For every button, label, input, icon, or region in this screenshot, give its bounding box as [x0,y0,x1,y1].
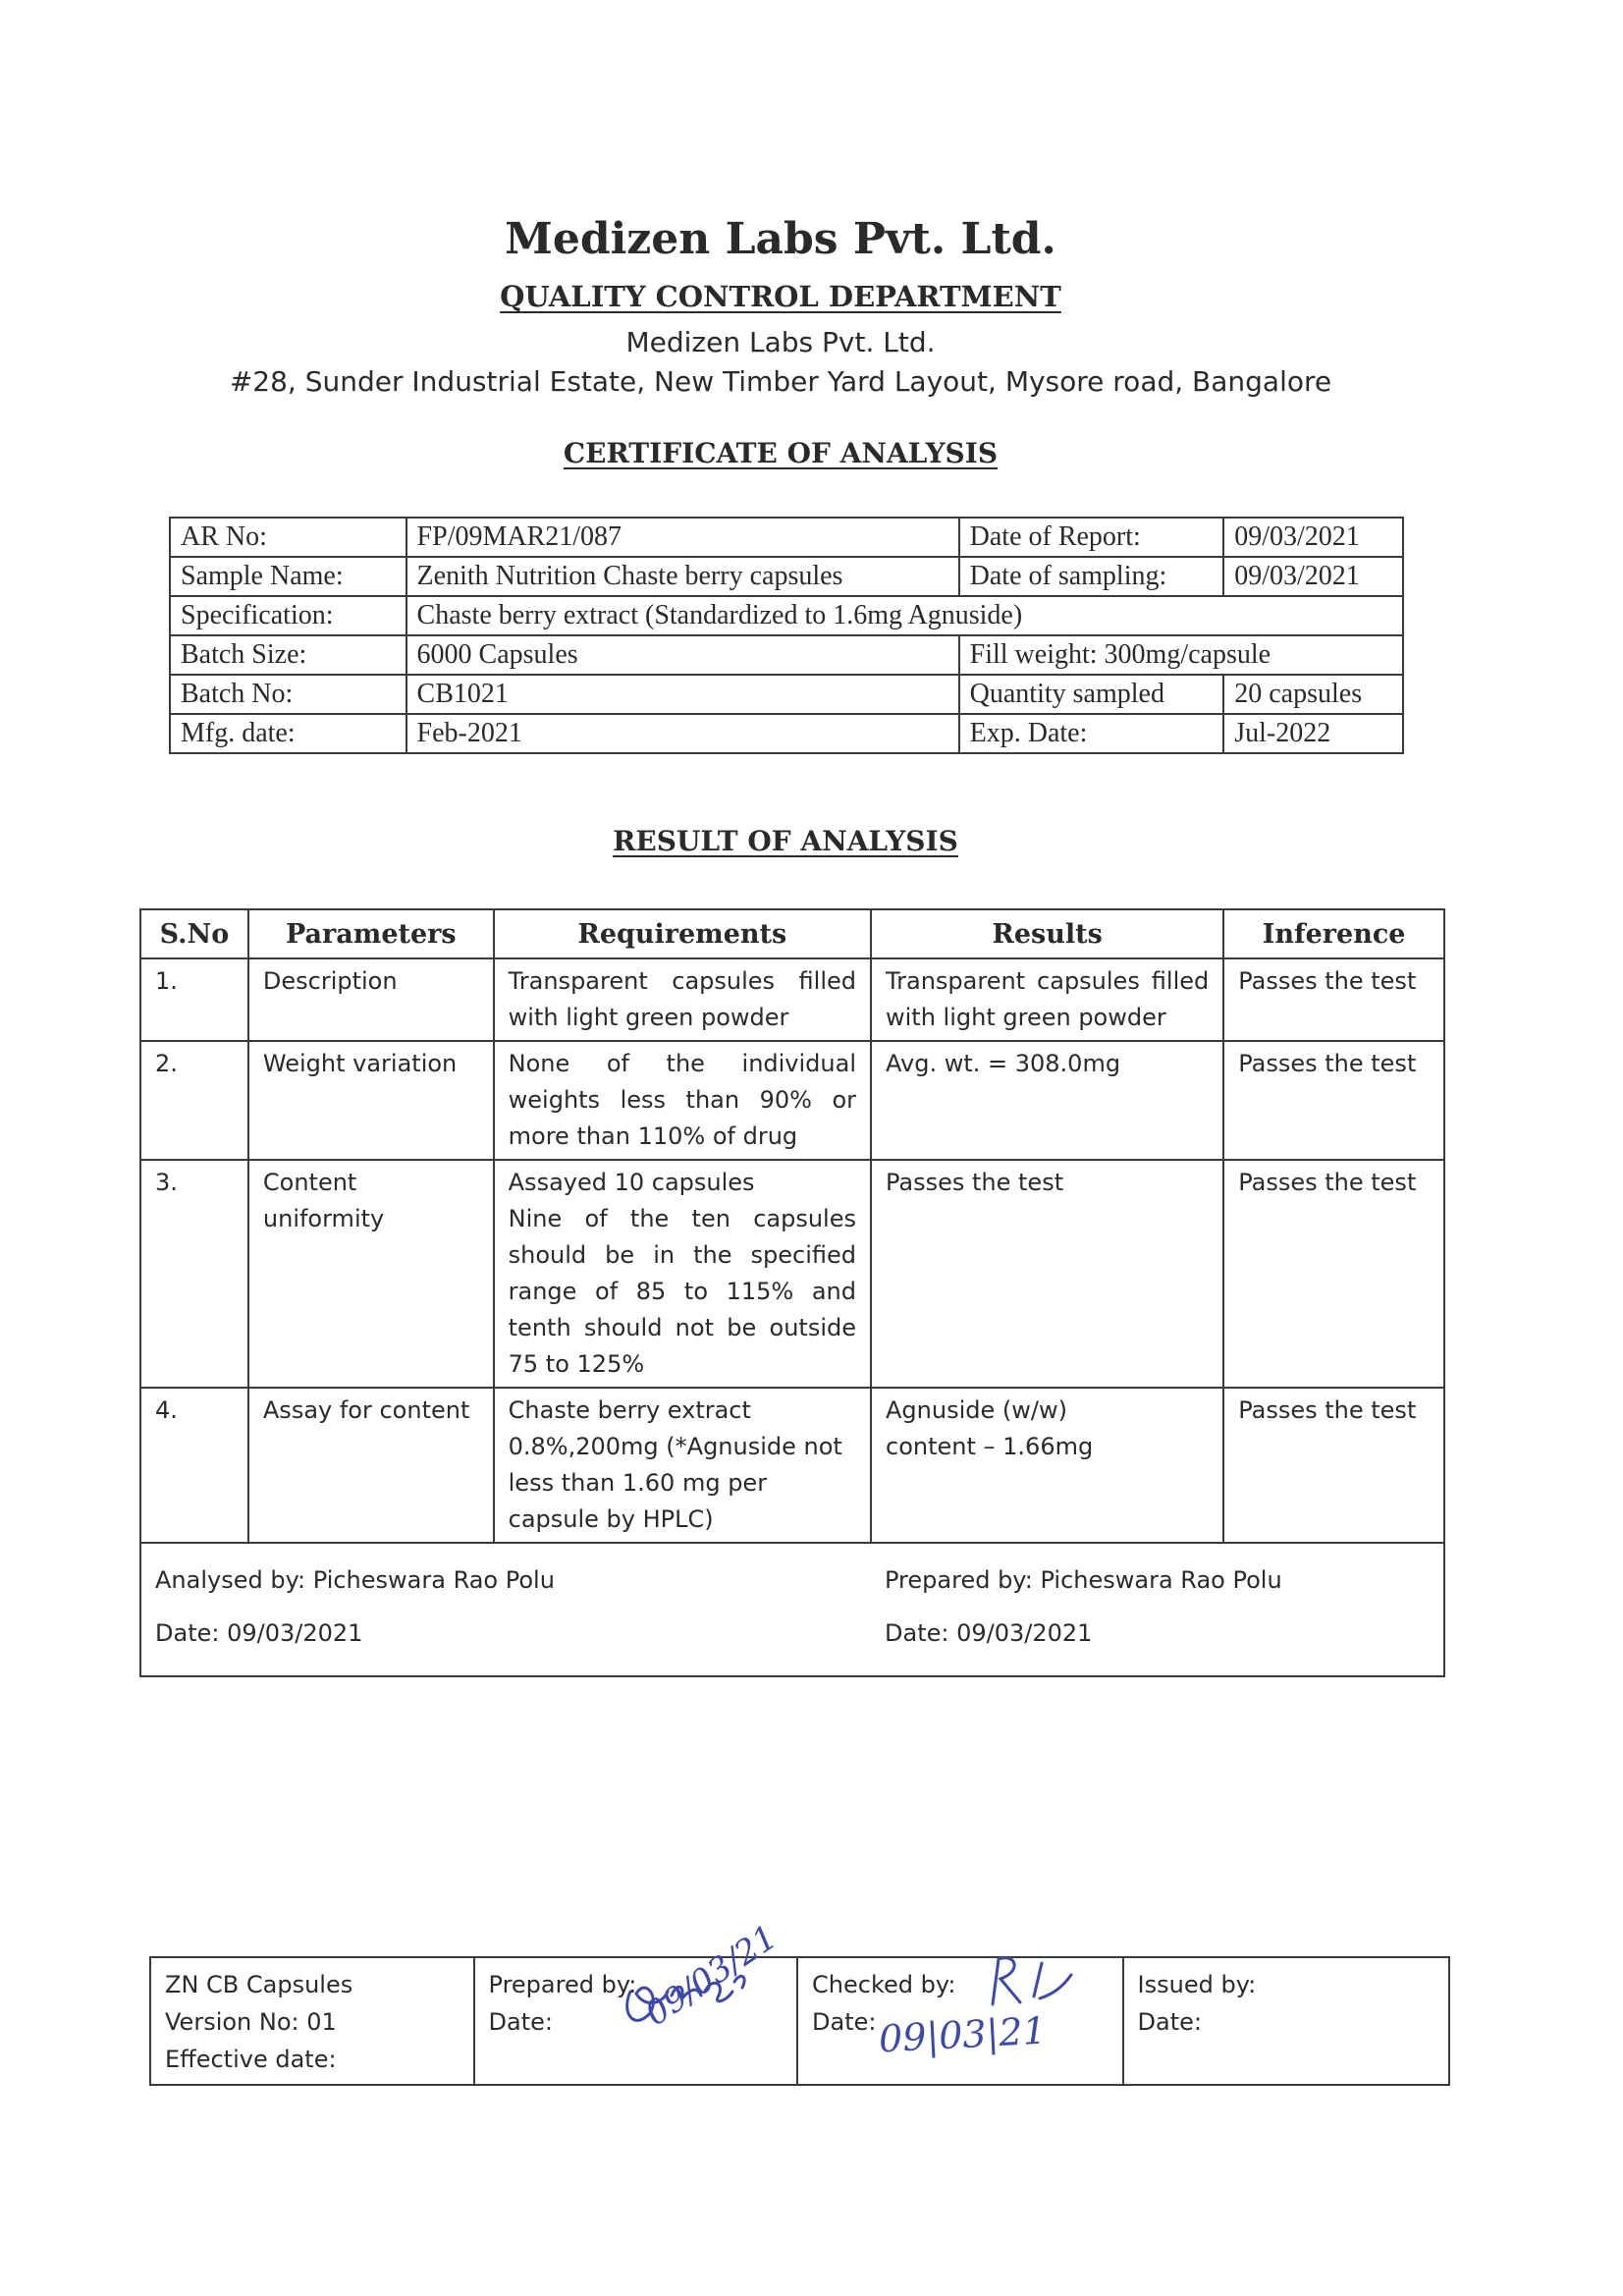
date-of-sampling-label: Date of sampling: [959,557,1224,596]
prepared-handwritten-date: 09/03/21 [638,1917,784,2035]
row-sno: 3. [140,1160,248,1388]
quantity-sampled-value: 20 capsules [1223,675,1403,714]
exp-date-value: Jul-2022 [1223,714,1403,753]
prepared-by-cell [871,1543,1444,1676]
version-no: Version No: 01 [165,2008,337,2036]
info-row-batch-size [170,635,1403,675]
checked-handwritten-date: 09|03|21 [877,2008,1048,2061]
row-inference: Passes the test [1223,1388,1444,1543]
company-line: Medizen Labs Pvt. Ltd. [625,326,936,358]
row-inference: Passes the test [1223,1041,1444,1160]
analysed-by: Analysed by: Picheswara Rao Polu [155,1566,555,1594]
prepared-date-label: Date: [488,2008,553,2036]
checked-signature [977,1949,1095,2018]
fill-weight: Fill weight: 300mg/capsule [959,635,1403,675]
ar-no-value: FP/09MAR21/087 [406,518,959,557]
document-name: ZN CB Capsules [165,1971,353,1998]
result-line-1: Agnuside (w/w) [886,1396,1067,1424]
batch-no-label: Batch No: [170,675,406,714]
signature-row [140,1543,1444,1676]
batch-no-value: CB1021 [406,675,959,714]
department-title: QUALITY CONTROL DEPARTMENT [500,280,1061,313]
row-requirement: None of the individual weights less than 90% or more than 110% of drug [494,1041,871,1160]
requirement-line-1: Assayed 10 capsules [508,1169,755,1196]
date-of-report-label: Date of Report: [959,518,1224,557]
analysed-by-cell [140,1543,871,1676]
effective-date: Effective date: [165,2046,337,2073]
requirement-line-2: Nine of the ten capsules should be in the specified range of 85 to 115% and tenth should not be outside 75 to 125% [508,1205,856,1378]
company-address: #28, Sunder Industrial Estate, New Timber Yard Layout, Mysore road, Bangalore [229,365,1332,398]
row-requirement [494,1160,871,1388]
row-inference: Passes the test [1223,958,1444,1041]
mfg-date-label: Mfg. date: [170,714,406,753]
company-name: Medizen Labs Pvt. Ltd. [505,214,1056,264]
header-requirements: Requirements [494,909,871,958]
prepared-by: Prepared by: Picheswara Rao Polu [885,1566,1282,1594]
ar-no-label: AR No: [170,518,406,557]
checked-date-label: Date: [812,2008,877,2036]
info-row-sample [170,557,1403,596]
row-result: Passes the test [871,1160,1223,1388]
row-result [871,1388,1223,1543]
row-parameter: Content uniformity [248,1160,494,1388]
specification-label: Specification: [170,596,406,635]
sample-name-label: Sample Name: [170,557,406,596]
checked-by-label: Checked by: [812,1971,956,1998]
row-result: Transparent capsules filled with light green powder [871,958,1223,1041]
row-requirement: Transparent capsules filled with light green powder [494,958,871,1041]
prepared-by-label: Prepared by: [488,1971,637,1998]
document-control-row [150,1957,1449,2085]
sample-name-value: Zenith Nutrition Chaste berry capsules [406,557,959,596]
prepared-date: Date: 09/03/2021 [885,1619,1093,1647]
row-parameter: Description [248,958,494,1041]
document-info-cell [150,1957,474,2085]
table-row [140,1041,1444,1160]
exp-date-label: Exp. Date: [959,714,1224,753]
row-requirement: Chaste berry extract 0.8%,200mg (*Agnuside not less than 1.60 mg per capsule by HPLC) [494,1388,871,1543]
table-row [140,1160,1444,1388]
table-row [140,958,1444,1041]
analysed-date: Date: 09/03/2021 [155,1619,363,1647]
result-line-2: content – 1.66mg [886,1433,1094,1460]
row-inference: Passes the test [1223,1160,1444,1388]
row-parameter: Assay for content [248,1388,494,1543]
results-table [139,908,1445,1677]
sample-info-table [169,517,1404,754]
table-row [140,1388,1444,1543]
issued-by-label: Issued by: [1137,1971,1257,1998]
row-parameter: Weight variation [248,1041,494,1160]
row-result: Avg. wt. = 308.0mg [871,1041,1223,1160]
info-row-batch-no [170,675,1403,714]
header-sno: S.No [140,909,248,958]
info-row-dates [170,714,1403,753]
certificate-title: CERTIFICATE OF ANALYSIS [563,437,999,469]
quantity-sampled-label: Quantity sampled [959,675,1224,714]
info-row-specification [170,596,1403,635]
specification-value: Chaste berry extract (Standardized to 1.6mg Agnuside) [406,596,1403,635]
row-sno: 2. [140,1041,248,1160]
document-control-table [149,1956,1450,2086]
header-inference: Inference [1223,909,1444,958]
header-parameters: Parameters [248,909,494,958]
date-of-report-value: 09/03/2021 [1223,518,1403,557]
info-row-ar [170,518,1403,557]
batch-size-label: Batch Size: [170,635,406,675]
date-of-sampling-value: 09/03/2021 [1223,557,1403,596]
issued-signature-cell [1123,1957,1449,2085]
header-results: Results [871,909,1223,958]
results-title: RESULT OF ANALYSIS [613,825,958,857]
row-sno: 4. [140,1388,248,1543]
row-sno: 1. [140,958,248,1041]
results-header-row [140,909,1444,958]
batch-size-value: 6000 Capsules [406,635,959,675]
mfg-date-value: Feb-2021 [406,714,959,753]
issued-date-label: Date: [1137,2008,1202,2036]
